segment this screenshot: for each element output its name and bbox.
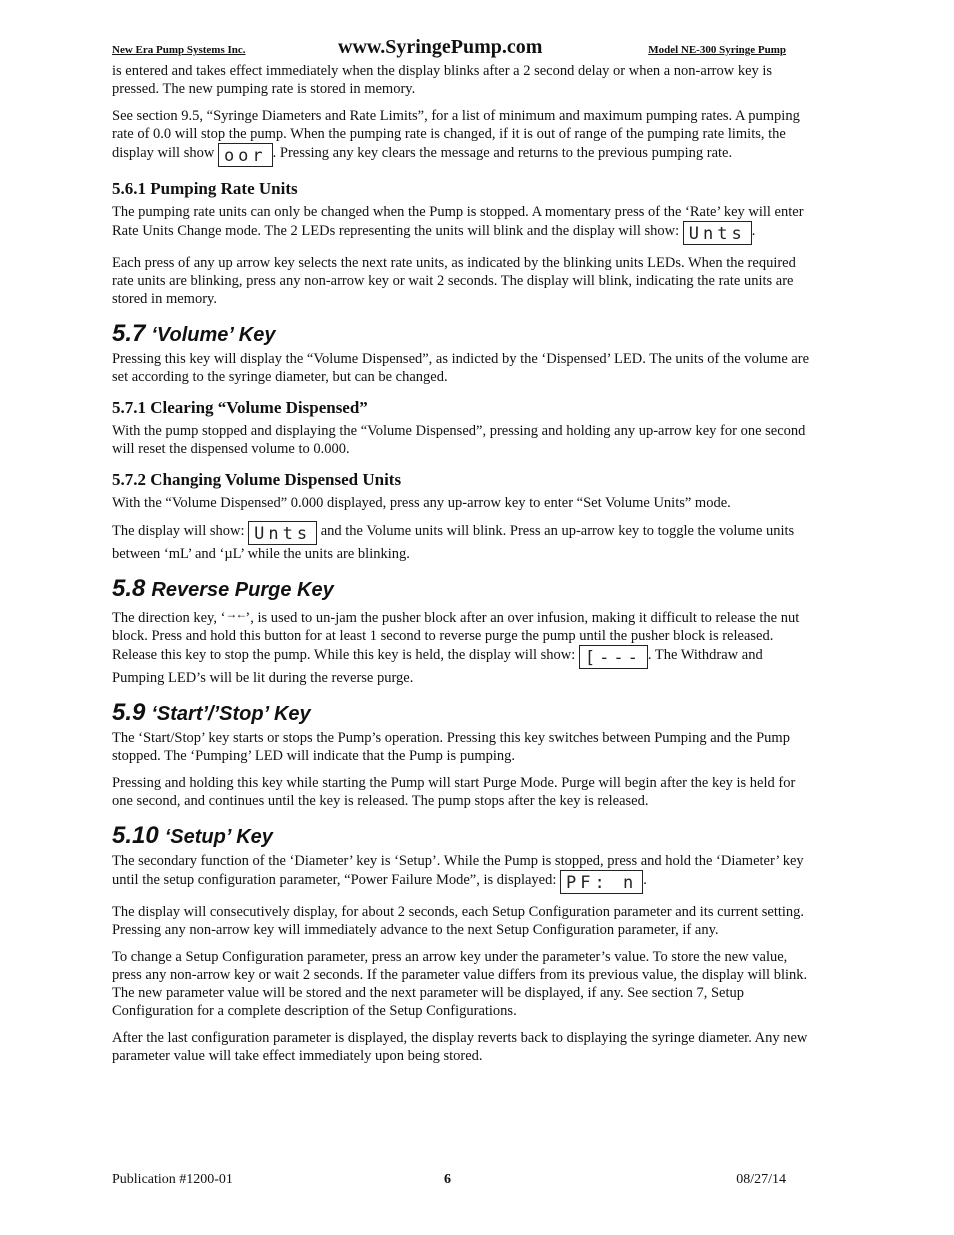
section-heading-5-7 <box>112 321 810 348</box>
page-number: 6 <box>444 1172 451 1187</box>
text-span: . <box>643 872 647 888</box>
text-span: See section 9.5, “Syringe Diameters and Rate Limits”, for a list of minimum and maximum pumping rates. A pumping rate of 0.0 will stop the pump. When the pumping rate is changed, if it is out of range of the pumping rate limits, the display will show <box>112 108 800 161</box>
lcd-display-oor: oor <box>218 143 273 167</box>
paragraph: With the “Volume Dispensed” 0.000 displayed, press any up-arrow key to enter “Set Volume Units” mode. <box>112 495 731 511</box>
paragraph: After the last configuration parameter is displayed, the display reverts back to displaying the syringe diameter. Any new parameter value will take effect immediately upon being stored. <box>112 1030 808 1064</box>
paragraph: Pressing this key will display the “Volume Dispensed”, as indicted by the ‘Dispensed’ LED. The units of the volume are set according to the syringe diameter, but can be changed. <box>112 351 810 385</box>
page-header <box>112 36 786 60</box>
paragraph: Each press of any up arrow key selects the next rate units, as indicated by the blinking units LEDs. When the required rate units are blinking, press any non-arrow key or wait 2 seconds. The display will blink, indicating the rate units are stored in memory. <box>112 255 796 307</box>
section-title: ‘Start’/’Stop’ Key <box>151 703 311 725</box>
section-heading-5-8 <box>112 576 810 603</box>
model-name: Model NE-300 Syringe Pump <box>648 44 786 56</box>
section-number: 5.10 <box>112 822 159 849</box>
text-span: The secondary function of the ‘Diameter’ key is ‘Setup’. While the Pump is stopped, press and hold the ‘Diameter’ key until the setup configuration parameter, “Power Failure Mode”, is displayed: <box>112 853 804 888</box>
text-span: . <box>751 223 756 239</box>
lcd-display-units: Unts <box>683 221 752 245</box>
section-heading-5-10 <box>112 823 810 850</box>
paragraph: is entered and takes effect immediately when the display blinks after a 2 second delay or when a non-arrow key is pressed. The new pumping rate is stored in memory. <box>112 63 773 97</box>
section-heading-5-9 <box>112 700 810 727</box>
paragraph: Pressing and holding this key while starting the Pump will start Purge Mode. Purge will begin after the key is held for one second, and continues until the key is released. The pump stops after the key is released. <box>112 775 796 809</box>
text-span: ’, is used to un-jam the pusher block after an over infusion, making it difficult to release the nut block. Press and hold this button for at least 1 second to reverse purge the pump until the pusher block is released. Release this key to stop the pump. While this key is held, the display will show: <box>112 610 800 663</box>
section-number: 5.7 <box>112 320 146 347</box>
section-heading-5-7-2: 5.7.2 Changing Volume Dispensed Units <box>112 470 402 489</box>
lcd-display-purge: [--- <box>579 645 648 669</box>
direction-arrows-icon: →← <box>225 607 246 621</box>
paragraph <box>112 203 810 245</box>
document-body <box>112 62 810 1074</box>
text-span: . Pressing any key clears the message and returns to the previous pumping rate. <box>272 145 733 161</box>
text-span: and the Volume units will blink. Press an up-arrow key to toggle the volume units between ‘mL’ and ‘µL’ while the units are blinking. <box>112 523 795 562</box>
paragraph <box>112 605 810 687</box>
lcd-display-pf: PF: n <box>560 870 643 894</box>
website-url[interactable]: www.SyringePump.com <box>338 36 543 58</box>
text-span: . The Withdraw and Pumping LED’s will be lit during the reverse purge. <box>112 647 763 686</box>
text-span: The pumping rate units can only be changed when the Pump is stopped. A momentary press of the ‘Rate’ key will enter Rate Units Change mode. The 2 LEDs representing the units will blink and the display will show: <box>112 204 804 239</box>
section-title: Reverse Purge Key <box>151 579 334 601</box>
paragraph: With the pump stopped and displaying the “Volume Dispensed”, pressing and holding any up-arrow key for one second will reset the dispensed volume to 0.000. <box>112 423 806 457</box>
section-title: ‘Setup’ Key <box>164 826 273 848</box>
publication-number: Publication #1200-01 <box>112 1172 233 1187</box>
text-span: The direction key, ‘ <box>112 610 226 626</box>
section-number: 5.9 <box>112 699 146 726</box>
company-name: New Era Pump Systems Inc. <box>112 44 246 56</box>
paragraph: To change a Setup Configuration parameter, press an arrow key under the parameter’s value. To store the new value, press any non-arrow key or wait 2 seconds. If the parameter value differs from its previous value, the display will blink. The new parameter value will be stored and the next parameter will be displayed, if any. See section 7, Setup Configuration for a complete description of the Setup Configurations. <box>112 949 808 1019</box>
lcd-display-units: Unts <box>248 521 317 545</box>
section-heading-5-6-1: 5.6.1 Pumping Rate Units <box>112 179 298 198</box>
paragraph: The display will consecutively display, for about 2 seconds, each Setup Configuration parameter and its current setting. Pressing any non-arrow key will immediately advance to the next Setup Configuration parameter, if any. <box>112 904 805 938</box>
section-title: ‘Volume’ Key <box>151 324 276 346</box>
paragraph <box>112 852 810 894</box>
paragraph <box>112 521 810 563</box>
paragraph: The ‘Start/Stop’ key starts or stops the Pump’s operation. Pressing this key switches between Pumping and the Pump stopped. The ‘Pumping’ LED will indicate that the Pump is pumping. <box>112 730 790 764</box>
section-number: 5.8 <box>112 575 146 602</box>
paragraph <box>112 107 810 167</box>
publication-date: 08/27/14 <box>736 1172 786 1187</box>
text-span: The display will show: <box>112 523 249 539</box>
section-heading-5-7-1: 5.7.1 Clearing “Volume Dispensed” <box>112 398 368 417</box>
